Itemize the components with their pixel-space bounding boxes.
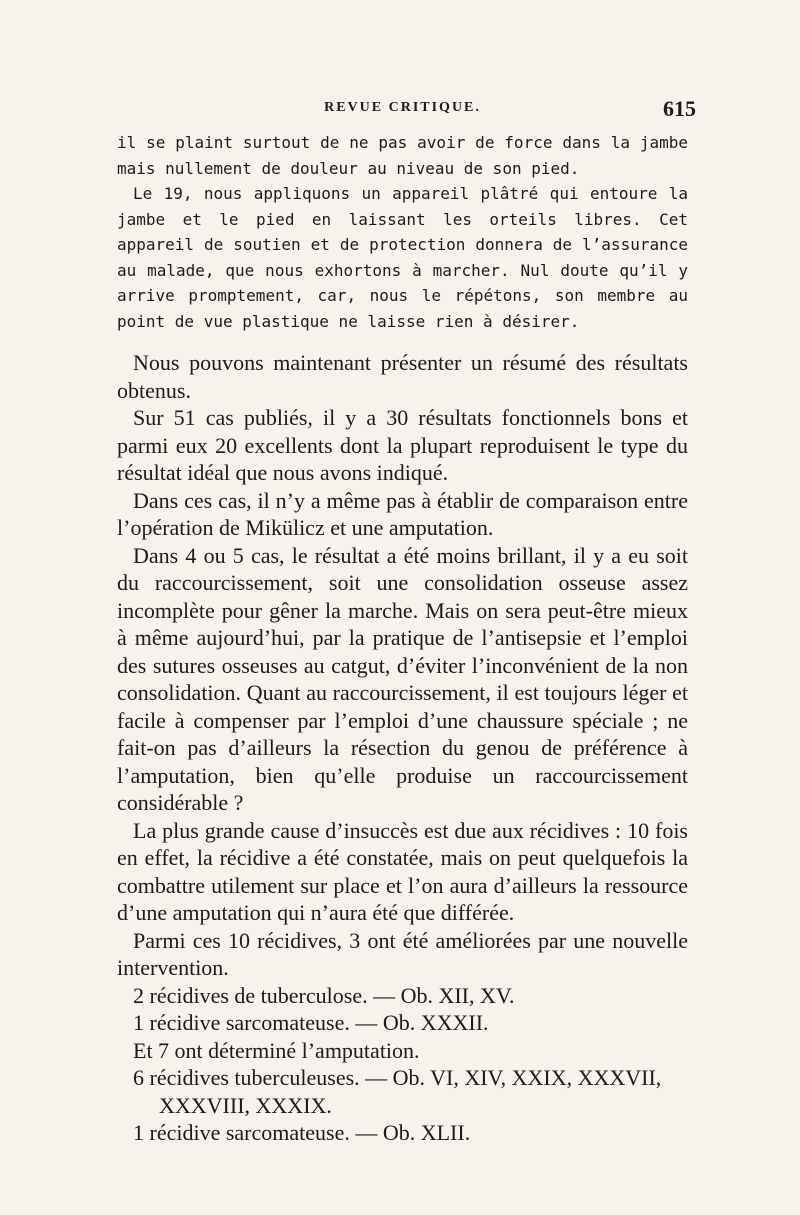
list-item: Et 7 ont déterminé l’amputation. (133, 1037, 420, 1063)
running-head: REVUE CRITIQUE. (324, 100, 481, 115)
small-print-section (117, 130, 688, 334)
list-item: 2 récidives de tuberculose. — Ob. XII, XV. (133, 982, 515, 1008)
main-text-section (117, 349, 688, 1147)
page-header (117, 96, 696, 130)
list-item: 1 récidive sarcomateuse. — Ob. XLII. (133, 1120, 471, 1145)
paragraph-cast-application: Le 19, nous appliquons un appareil plâtré qui entoure la jambe et le pied en laissant les orteils libres. Cet appareil de soutien et de protection donnera de l’assurance au malade, que nous exhortons à marcher. Nul doute qu’il y arrive promptement, car, nous le répétons, son membre au point de vue plastique ne laisse rien à désirer. (117, 184, 688, 331)
paragraph-comparison: Dans ces cas, il n’y a même pas à établir de comparaison entre l’opération de Mikülicz et une amputation. (117, 487, 688, 540)
list-item: 6 récidives tuberculeuses. — Ob. VI, XIV, XXIX, XXXVII, (133, 1065, 662, 1090)
paragraph-less-brilliant: Dans 4 ou 5 cas, le résultat a été moins brillant, il y a eu soit du raccourcissement, soit une consolidation osseuse assez incomplète pour gêner la marche. Mais on sera peut-être mieux à même aujourd’hui, par la pratique de l’antisepsie et l’emploi des sutures osseuses au catgut, d’éviter l’inconvénient de la non consolidation. Quant au raccourcissement, il est toujours léger et facile à compenser par l’emploi d’une chaussure spéciale ; ne fait-on pas d’ailleurs la résection du genou de préférence à l’amputation, bien qu’elle produise un raccourcissement considérable ? (117, 542, 688, 815)
paragraph-improved: Parmi ces 10 récidives, 3 ont été améliorées par une nouvelle intervention. (117, 927, 688, 980)
list-item: 1 récidive sarcomateuse. — Ob. XXXII. (133, 1010, 489, 1035)
paragraph-results: Sur 51 cas publiés, il y a 30 résultats fonctionnels bons et parmi eux 20 excellents dont la plupart reproduisent le type du résultat idéal que nous avons indiqué. (117, 405, 688, 485)
list-item-continuation: XXXVIII, XXXIX. (159, 1092, 332, 1118)
page-number: 615 (663, 96, 696, 121)
paragraph-recurrences: La plus grande cause d’insuccès est due aux récidives : 10 fois en effet, la récidive a été constatée, mais on peut quelquefois la combattre utilement sur place et l’on aura d’ailleurs la ressource d’une amputation qui n’aura été que différée. (117, 817, 688, 925)
paragraph-summary-intro: Nous pouvons maintenant présenter un résumé des résultats obtenus. (117, 350, 688, 403)
paragraph-continuation: il se plaint surtout de ne pas avoir de force dans la jambe mais nullement de douleur au niveau de son pied. (117, 133, 688, 178)
